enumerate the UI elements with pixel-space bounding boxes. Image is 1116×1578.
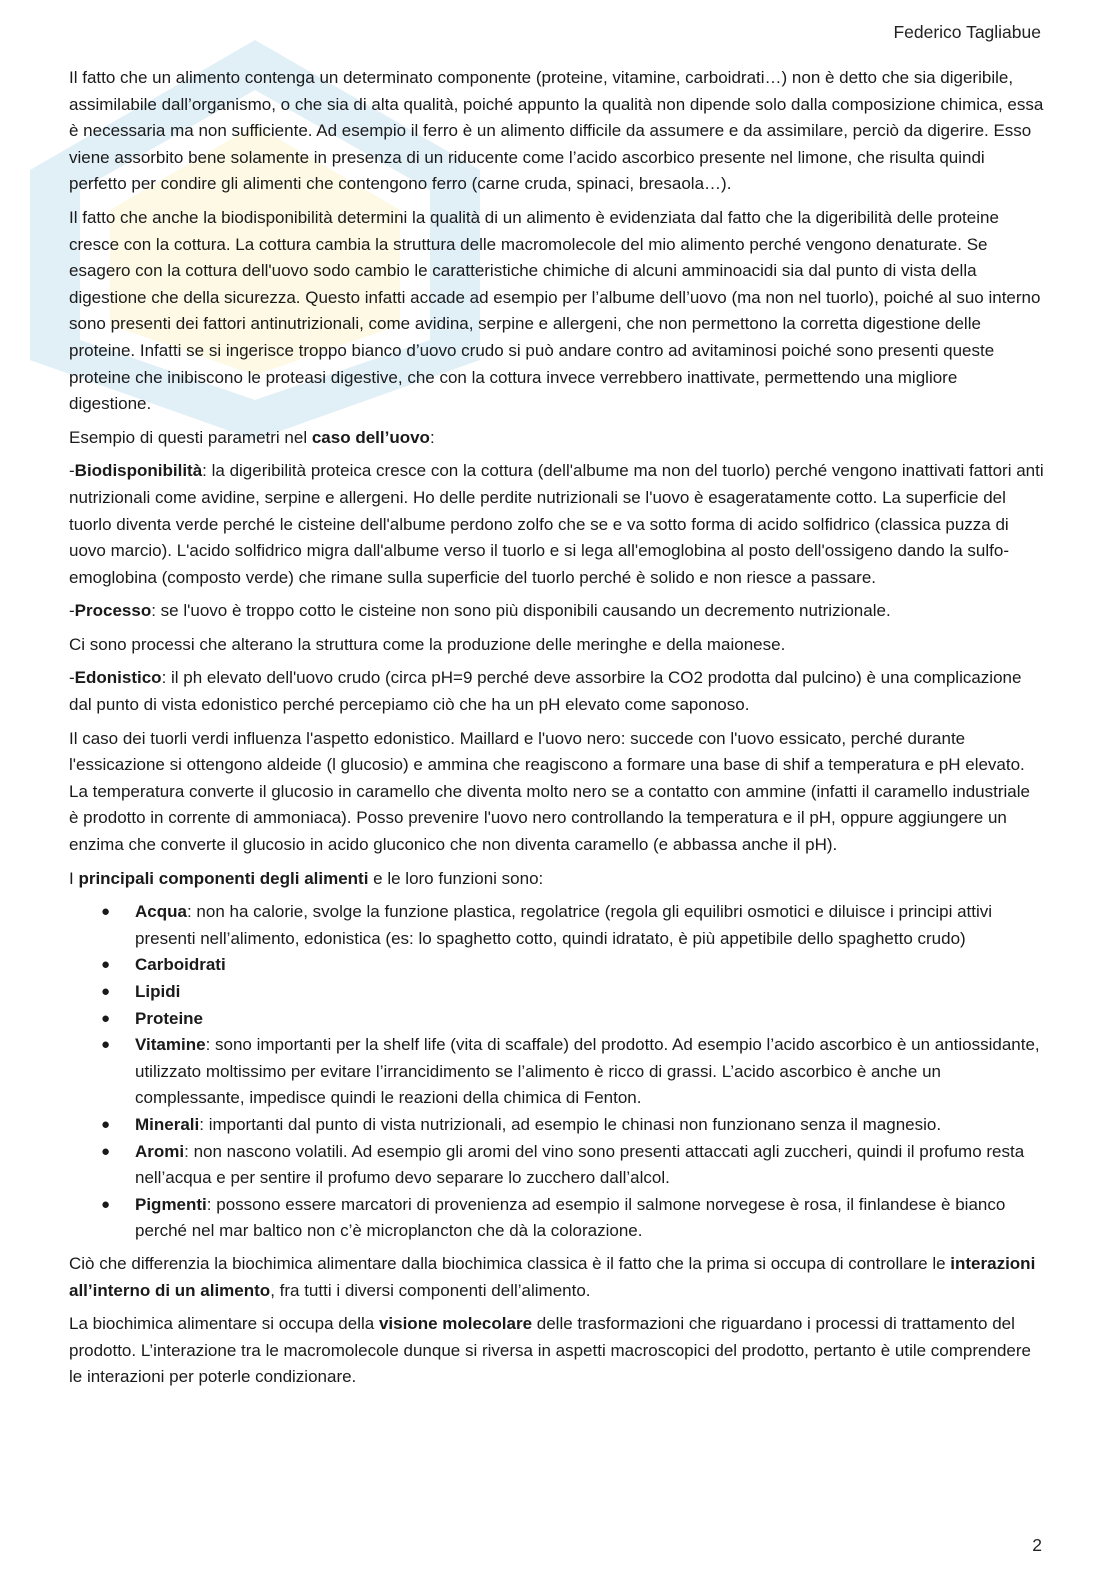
paragraph-differenza	[69, 1251, 1044, 1304]
list-item	[69, 1139, 1044, 1192]
list-item	[69, 1006, 1044, 1033]
paragraph-example	[69, 425, 1044, 452]
paragraph-edonistico	[69, 665, 1044, 718]
paragraph-2: Il fatto che anche la biodisponibilità determini la qualità di un alimento è evidenziata dal fatto che la digeribilità delle proteine cresce con la cottura. La cottura cambia la struttura delle macromolecole del mio alimento perché vengono denaturate. Se esagero con la cottura dell'uovo sodo cambio le caratteristiche chimiche di alcuni amminoacidi sia dal punto di vista della digestione che della sicurezza. Questo infatti accade ad esempio per l’albume dell’uovo (ma non nel tuorlo), poiché al suo interno sono presenti dei fattori antinutrizionali, come avidina, serpine e allergeni, che non permettono la corretta digestione delle proteine. Infatti se si ingerisce troppo bianco d’uovo crudo si può andare contro ad avitaminosi poiché sono presenti queste proteine che inibiscono le proteasi digestive, che con la cottura invece verrebbero inattivate, permettendo una migliore digestione.	[69, 207, 1041, 414]
list-item-term: Vitamine	[135, 1035, 206, 1055]
list-item-text: : importanti dal punto di vista nutrizionali, ad esempio le chinasi non funzionano senza il magnesio.	[199, 1114, 942, 1134]
bullet-icon: ●	[101, 1115, 111, 1133]
components-list	[69, 899, 1044, 1245]
list-item	[69, 1192, 1044, 1245]
list-item-text: : possono essere marcatori di provenienza ad esempio il salmone norvegese è rosa, il finlandese è bianco perché nel mar baltico non c’è microplancton che dà la colorazione.	[135, 1194, 1006, 1241]
paragraph-1: Il fatto che un alimento contenga un determinato componente (proteine, vitamine, carboidrati…) non è detto che sia digeribile, assimilabile dall’organismo, o che sia di alta qualità, poiché appunto la qualità non dipende solo dalla composizione chimica, essa è necessaria ma non sufficiente. Ad esempio il ferro è un alimento difficile da assumere e da assimilare, perciò da digerire. Esso viene assorbito bene solamente in presenza di un riducente come l’acido ascorbico presente nel limone, che risulta quindi perfetto per condire gli alimenti che contengono ferro (carne cruda, spinaci, bresaola…).	[69, 68, 1044, 194]
bullet-icon: ●	[101, 1009, 111, 1027]
list-item-text: : non nascono volatili. Ad esempio gli aromi del vino sono presenti attaccati agli zuccheri, quindi il profumo resta nell’acqua e per sentire il profumo devo separare lo zucchero dall’alcol.	[135, 1141, 1025, 1188]
dash: -	[69, 601, 75, 621]
term-processo: Processo	[74, 601, 152, 621]
components-intro-tail: e le loro funzioni sono:	[368, 868, 544, 888]
differenza-bold: interazioni all’interno di un alimento	[69, 1253, 1036, 1300]
paragraph-maillard: Il caso dei tuorli verdi influenza l'aspetto edonistico. Maillard e l'uovo nero: succede con l'uovo essicato, perché durante l'essicazione si ottengono aldeide (l glucosio) e ammina che reagiscono a formare una base di shif a temperatura e pH elevato. La temperatura converte il glucosio in caramello che diventa molto nero se a contatto con ammine (infatti il caramello industriale è prodotto in corrente di ammoniaca). Posso prevenire l'uovo nero controllando la temperatura e il pH, oppure aggiungere un enzima che converte il glucosio in acido gluconico che non diventa caramello (e abbassa anche il pH).	[69, 728, 1030, 855]
list-item	[69, 1112, 1044, 1139]
dash: -	[69, 461, 75, 481]
paragraph-visione	[69, 1311, 1044, 1391]
paragraph-processo	[69, 598, 1044, 625]
definition-biodisponibilita: : la digeribilità proteica cresce con la cottura (dell'albume ma non del tuorlo) perché vengono inattivati fattori anti nutrizionali come avidine, serpine e allergeni. Ho delle perdite nutrizionali se l'uovo è esageratamente cotto. La superficie del tuorlo diventa verde perché le cisteine dell'albume perdono zolfo che se e va sotto forma di acido solfidrico (classica puzza di uovo marcio). L'acido solfidrico migra dall'albume verso il tuorlo e si lega all'emoglobina al posto dell'ossigeno dando la sulfo-emoglobina (composto verde) che rimane sulla superficie del tuorlo perché è solido e non riesce a passare.	[69, 461, 1044, 587]
bullet-icon: ●	[101, 903, 111, 921]
list-item-term: Proteine	[135, 1008, 204, 1028]
list-item-text: : sono importanti per la shelf life (vita di scaffale) del prodotto. Ad esempio l’acido ascorbico è un antiossidante, utilizzato moltissimo per evitare l’irrancidimento se l’alimento è ricco di grassi. L’acido ascorbico è anche un complessante, impedisce quindi le reazioni della chimica di Fenton.	[135, 1035, 1040, 1108]
paragraph-example-text: Esempio di questi parametri nel	[69, 427, 312, 447]
bullet-icon: ●	[101, 1195, 111, 1213]
page-number: 2	[1032, 1535, 1042, 1555]
list-item-term: Pigmenti	[135, 1194, 207, 1214]
visione-text: La biochimica alimentare si occupa della	[69, 1314, 379, 1334]
header-author: Federico Tagliabue	[893, 22, 1041, 42]
list-item-term: Minerali	[135, 1114, 200, 1134]
bullet-icon: ●	[101, 1142, 111, 1160]
paragraph-processi: Ci sono processi che alterano la struttura come la produzione delle meringhe e della maionese.	[69, 634, 786, 654]
list-item-term: Acqua	[135, 902, 187, 922]
list-item	[69, 1032, 1044, 1112]
definition-edonistico: : il ph elevato dell'uovo crudo (circa pH=9 perché deve assorbire la CO2 prodotta dal pulcino) è una complicazione dal punto di vista edonistico perché percepiamo ciò che ha un pH elevato come saponoso.	[69, 668, 1022, 715]
list-item-term: Aromi	[135, 1141, 185, 1161]
paragraph-example-tail: :	[429, 427, 435, 447]
list-item	[69, 952, 1044, 979]
term-biodisponibilita: Biodisponibilità	[74, 461, 203, 481]
paragraph-example-bold: caso dell’uovo	[311, 427, 430, 447]
definition-processo: : se l'uovo è troppo cotto le cisteine non sono più disponibili causando un decremento nutrizionale.	[151, 601, 891, 621]
bullet-icon: ●	[101, 1036, 111, 1054]
visione-bold: visione molecolare	[378, 1314, 533, 1334]
paragraph-components-intro	[69, 866, 1044, 893]
list-item	[69, 979, 1044, 1006]
paragraph-biodisponibilita	[69, 458, 1044, 591]
differenza-tail: , fra tutti i diversi componenti dell’alimento.	[270, 1280, 591, 1300]
visione-tail: delle trasformazioni che riguardano i processi di trattamento del prodotto. L’interazione tra le macromolecole dunque si riversa in aspetti macroscopici del prodotto, pertanto è utile comprendere le interazioni per poterle condizionare.	[69, 1314, 1031, 1387]
list-item	[69, 899, 1044, 952]
dash: -	[69, 668, 75, 688]
list-item-term: Carboidrati	[135, 955, 226, 975]
document-body	[69, 65, 1044, 1398]
components-intro-bold: principali componenti degli alimenti	[78, 868, 369, 888]
components-intro-text: I	[69, 868, 79, 888]
list-item-text: : non ha calorie, svolge la funzione plastica, regolatrice (regola gli equilibri osmotici e diluisce i principi attivi presenti nell’alimento, edonistica (es: lo spaghetto cotto, quindi idratato, è più appetibile dello spaghetto crudo)	[135, 902, 993, 948]
bullet-icon: ●	[101, 956, 111, 974]
differenza-text: Ciò che differenzia la biochimica alimentare dalla biochimica classica è il fatto che la prima si occupa di controllare le	[69, 1253, 951, 1273]
list-item-term: Lipidi	[135, 982, 181, 1001]
term-edonistico: Edonistico	[74, 668, 162, 688]
bullet-icon: ●	[101, 983, 111, 1000]
